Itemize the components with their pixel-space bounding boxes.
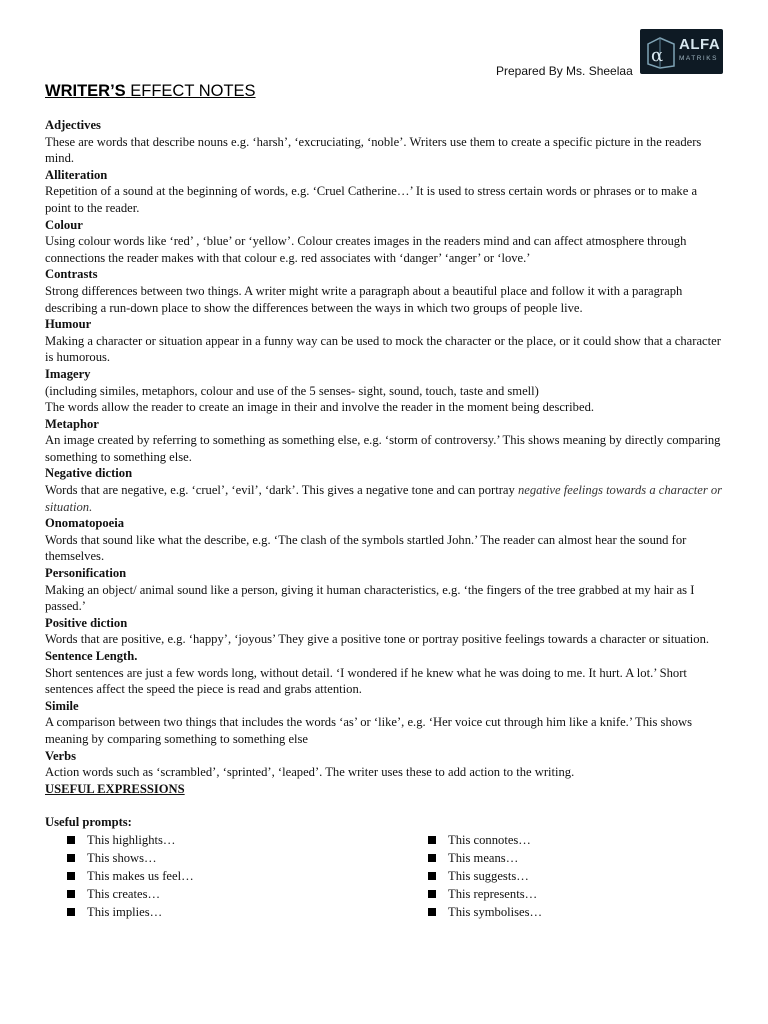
term-definition bbox=[45, 631, 725, 648]
prompt-item bbox=[67, 885, 194, 903]
notes-content bbox=[45, 117, 725, 921]
prompt-item bbox=[428, 849, 542, 867]
definition-text: Repetition of a sound at the beginning of words, e.g. ‘Cruel Catherine…’ It is used to stress certain words or phrases or to make a point to the reader. bbox=[45, 184, 698, 215]
prompts-left-column bbox=[67, 831, 194, 921]
definition-italic-text: negative feelings towards a character or situation. bbox=[45, 483, 723, 514]
square-bullet-icon bbox=[428, 836, 436, 844]
alpha-logo-icon bbox=[644, 34, 678, 70]
term-definition bbox=[45, 333, 725, 366]
prompt-text: This creates… bbox=[87, 886, 161, 901]
term-definition bbox=[45, 482, 725, 515]
square-bullet-icon bbox=[67, 854, 75, 862]
term-heading: Contrasts bbox=[45, 267, 98, 282]
term-definition bbox=[45, 432, 725, 465]
prompts-right-column bbox=[428, 831, 542, 921]
prompt-item bbox=[67, 867, 194, 885]
term-definition bbox=[45, 714, 725, 747]
definition-text: These are words that describe nouns e.g. ‘harsh’, ‘excruciating, ‘noble’. Writers use them to create a specific picture in the readers mind. bbox=[45, 134, 702, 166]
term-heading: Humour bbox=[45, 317, 92, 332]
logo-text: ALFA bbox=[679, 36, 721, 53]
prompts-section bbox=[45, 831, 725, 921]
term-heading: Adjectives bbox=[45, 118, 101, 132]
title-bold: WRITER’S bbox=[45, 82, 126, 100]
alfa-matriks-logo bbox=[640, 29, 723, 74]
term-definition bbox=[45, 183, 725, 216]
term-heading: Metaphor bbox=[45, 416, 99, 431]
term-definition bbox=[45, 532, 725, 565]
terms-list bbox=[45, 117, 725, 781]
term-heading: Positive diction bbox=[45, 615, 128, 630]
square-bullet-icon bbox=[67, 872, 75, 880]
definition-text: Making an object/ animal sound like a person, giving it human characteristics, e.g. ‘the fingers of the tree grabbed at my hair as I passed.’ bbox=[45, 582, 695, 614]
prompt-text: This suggests… bbox=[448, 868, 529, 883]
square-bullet-icon bbox=[428, 872, 436, 880]
logo-subtext: MATRIKS bbox=[679, 55, 718, 62]
definition-text: Words that are positive, e.g. ‘happy’, ‘joyous’ They give a positive tone or portray positive feelings towards a character or situation. bbox=[45, 632, 710, 647]
prompt-text: This means… bbox=[448, 850, 519, 865]
prompt-text: This highlights… bbox=[87, 832, 176, 847]
term-definition bbox=[45, 134, 725, 167]
term-definition-extra: The words allow the reader to create an image in their and involve the reader in the moment being described. bbox=[45, 400, 595, 415]
useful-expressions-heading: USEFUL EXPRESSIONS bbox=[45, 781, 185, 796]
term-heading: Alliteration bbox=[45, 167, 108, 182]
term-heading: Negative diction bbox=[45, 466, 133, 481]
prepared-by: Prepared By Ms. Sheelaa bbox=[496, 64, 633, 78]
prompt-item bbox=[428, 831, 542, 849]
term-heading: Colour bbox=[45, 217, 83, 232]
svg-text:α: α bbox=[651, 45, 664, 66]
term-definition bbox=[45, 764, 725, 781]
prompt-text: This represents… bbox=[448, 886, 538, 901]
term-heading: Imagery bbox=[45, 366, 91, 381]
prompt-text: This shows… bbox=[87, 850, 157, 865]
prompt-item bbox=[67, 903, 194, 921]
prompt-text: This connotes… bbox=[448, 832, 531, 847]
square-bullet-icon bbox=[67, 908, 75, 916]
square-bullet-icon bbox=[67, 836, 75, 844]
term-definition bbox=[45, 665, 725, 698]
term-heading: Simile bbox=[45, 698, 79, 713]
definition-text: A comparison between two things that includes the words ‘as’ or ‘like’, e.g. ‘Her voice cut through him like a knife.’ This shows meaning by comparing something to something else bbox=[45, 715, 693, 746]
definition-text: Making a character or situation appear in a funny way can be used to mock the character or the place, or it could show that a character is humorous. bbox=[45, 333, 721, 365]
prompt-item bbox=[67, 831, 194, 849]
definition-text: Words that are negative, e.g. ‘cruel’, ‘evil’, ‘dark’. This gives a negative tone and can portray bbox=[45, 483, 518, 498]
prompt-text: This implies… bbox=[87, 904, 163, 919]
prompt-text: This makes us feel… bbox=[87, 868, 194, 883]
definition-text: (including similes, metaphors, colour and use of the 5 senses- sight, sound, touch, taste and smell) bbox=[45, 383, 539, 398]
prompt-item bbox=[428, 903, 542, 921]
term-definition bbox=[45, 233, 725, 266]
term-heading: Verbs bbox=[45, 748, 77, 763]
definition-text: An image created by referring to something as something else, e.g. ‘storm of controversy.’ This shows meaning by directly comparing something to something else. bbox=[45, 433, 721, 464]
prompt-text: This symbolises… bbox=[448, 904, 543, 919]
prompt-item bbox=[428, 867, 542, 885]
page-title bbox=[45, 82, 256, 101]
prompt-item bbox=[428, 885, 542, 903]
term-heading: Sentence Length. bbox=[45, 649, 138, 663]
term-heading: Onomatopoeia bbox=[45, 516, 125, 531]
definition-text: Action words such as ‘scrambled’, ‘sprinted’, ‘leaped’. The writer uses these to add action to the writing. bbox=[45, 765, 575, 780]
useful-prompts-label: Useful prompts: bbox=[45, 814, 132, 829]
square-bullet-icon bbox=[428, 908, 436, 916]
square-bullet-icon bbox=[67, 890, 75, 898]
definition-text: Short sentences are just a few words long, without detail. ‘I wondered if he knew what he was doing to me. It hurt. A lot.’ Short sentences affect the speed the piece is read and grabs attention. bbox=[45, 665, 687, 697]
definition-text: Using colour words like ‘red’ , ‘blue’ or ‘yellow’. Colour creates images in the readers mind and can affect atmosphere through connections the reader makes with that colour e.g. red associates with ‘danger’ ‘anger’ or ‘love.’ bbox=[45, 234, 687, 265]
square-bullet-icon bbox=[428, 890, 436, 898]
term-definition bbox=[45, 383, 725, 400]
title-rest: EFFECT NOTES bbox=[125, 82, 256, 100]
square-bullet-icon bbox=[428, 854, 436, 862]
term-definition bbox=[45, 283, 725, 316]
definition-text: Strong differences between two things. A writer might write a paragraph about a beautiful place and follow it with a paragraph describing a run-down place to show the differences between the ways in which two groups of people live. bbox=[45, 283, 683, 315]
prompt-item bbox=[67, 849, 194, 867]
term-definition bbox=[45, 582, 725, 615]
term-heading: Personification bbox=[45, 566, 127, 581]
definition-text: Words that sound like what the describe, e.g. ‘The clash of the symbols startled John.’ The reader can almost hear the sound for themselves. bbox=[45, 532, 687, 564]
